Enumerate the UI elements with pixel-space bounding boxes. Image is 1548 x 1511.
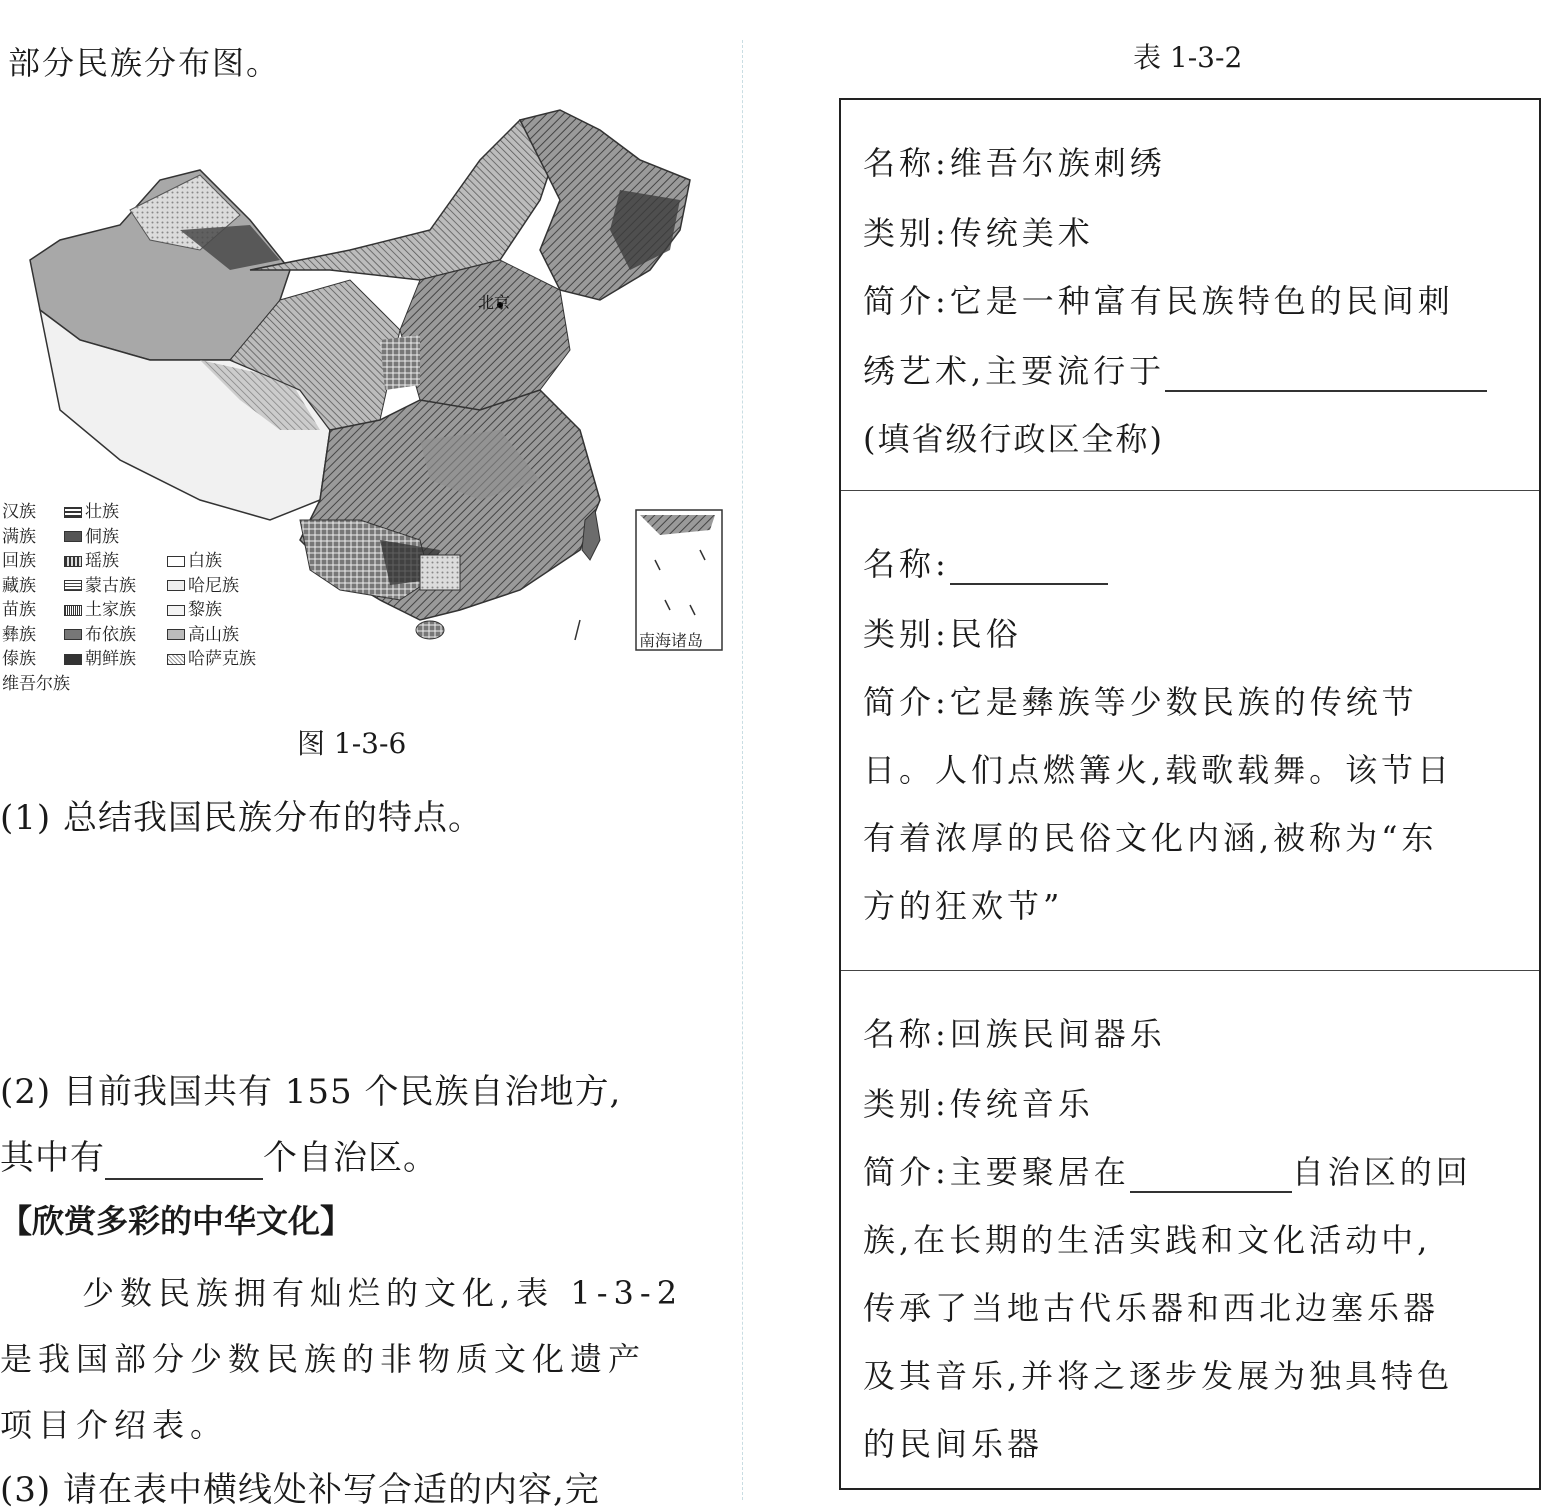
legend-item: 蒙古族	[64, 574, 136, 599]
question-2-line-2: 其中有 个自治区。	[0, 1138, 438, 1178]
item-name: 名称:	[863, 539, 1108, 585]
item-intro-line: 传承了当地古代乐器和西北边塞乐器	[863, 1289, 1440, 1327]
legend-item: 瑶族	[64, 549, 136, 574]
legend-item: 汉族	[2, 502, 36, 522]
legend-item: 彝族	[2, 624, 36, 645]
paragraph-line-1: 少数民族拥有灿烂的文化,表 1-3-2	[82, 1274, 684, 1312]
item-intro-line: 绣艺术,主要流行于	[863, 346, 1487, 392]
legend-item: 哈萨克族	[167, 647, 256, 672]
paragraph-line-2: 是我国部分少数民族的非物质文化遗产	[0, 1340, 647, 1378]
legend-item: 侗族	[64, 525, 136, 550]
figure-caption: 图 1-3-6	[297, 727, 407, 760]
legend-item: 傣族	[2, 649, 36, 669]
question-1: (1) 总结我国民族分布的特点。	[0, 798, 483, 838]
legend-item: 高山族	[167, 623, 256, 648]
answer-blank-region[interactable]	[1130, 1153, 1292, 1193]
table-row-uyghur-embroidery	[841, 100, 1539, 490]
legend-item: 朝鲜族	[64, 647, 136, 672]
beijing-label: 北京	[478, 293, 511, 312]
legend-item: 白族	[167, 549, 256, 574]
section-title: 【欣赏多彩的中华文化】	[0, 1202, 353, 1240]
item-name: 名称:维吾尔族刺绣	[863, 144, 1166, 182]
answer-blank-autonomous-regions[interactable]	[105, 1138, 263, 1180]
legend-col-3	[167, 549, 256, 672]
item-intro-line: 简介:它是一种富有民族特色的民间刺	[863, 282, 1454, 320]
legend-item: 维吾尔族	[2, 673, 70, 694]
legend-col-1	[2, 500, 70, 696]
table-title: 表 1-3-2	[1133, 41, 1243, 74]
item-intro-line: 及其音乐,并将之逐步发展为独具特色	[863, 1357, 1454, 1395]
item-intro-line: 的民间乐器	[863, 1425, 1044, 1463]
item-category: 类别:传统音乐	[863, 1085, 1094, 1123]
heritage-table	[839, 98, 1541, 1490]
item-intro-line: 简介:主要聚居在 自治区的回	[863, 1153, 1472, 1191]
answer-blank-province[interactable]	[1165, 352, 1487, 392]
item-intro-line: 有着浓厚的民俗文化内涵,被称为“东	[863, 819, 1438, 857]
paragraph-line-3: 项目介绍表。	[0, 1406, 229, 1444]
question-2-line-1: (2) 目前我国共有 155 个民族自治地方,	[0, 1072, 622, 1112]
inset-label: 南海诸岛	[639, 631, 704, 650]
legend-item: 黎族	[167, 598, 256, 623]
legend-item: 回族	[2, 551, 36, 571]
item-intro-line: 日。人们点燃篝火,载歌载舞。该节日	[863, 751, 1454, 789]
question-3: (3) 请在表中横线处补写合适的内容,完	[0, 1470, 600, 1510]
legend-item: 满族	[2, 526, 36, 547]
intro-text: 部分民族分布图。	[8, 44, 281, 82]
item-intro-line: 方的狂欢节”	[863, 887, 1064, 925]
item-name: 名称:回族民间器乐	[863, 1015, 1166, 1053]
column-divider	[742, 40, 743, 1500]
item-intro-line: 族,在长期的生活实践和文化活动中,	[863, 1221, 1432, 1259]
legend-col-2	[64, 500, 136, 672]
table-row-torch-festival	[841, 490, 1539, 970]
legend-item: 土家族	[64, 598, 136, 623]
item-intro-line: 简介:它是彝族等少数民族的传统节	[863, 683, 1418, 721]
legend-item: 藏族	[2, 575, 36, 596]
item-category: 类别:传统美术	[863, 214, 1094, 252]
item-category: 类别:民俗	[863, 615, 1022, 653]
legend-item: 苗族	[2, 600, 36, 620]
legend-item: 壮族	[64, 500, 136, 525]
legend-item: 哈尼族	[167, 574, 256, 599]
legend-item: 布依族	[64, 623, 136, 648]
answer-blank-festival-name[interactable]	[950, 545, 1108, 585]
table-row-hui-folk-music	[841, 970, 1539, 1488]
item-note: (填省级行政区全称)	[863, 420, 1164, 458]
